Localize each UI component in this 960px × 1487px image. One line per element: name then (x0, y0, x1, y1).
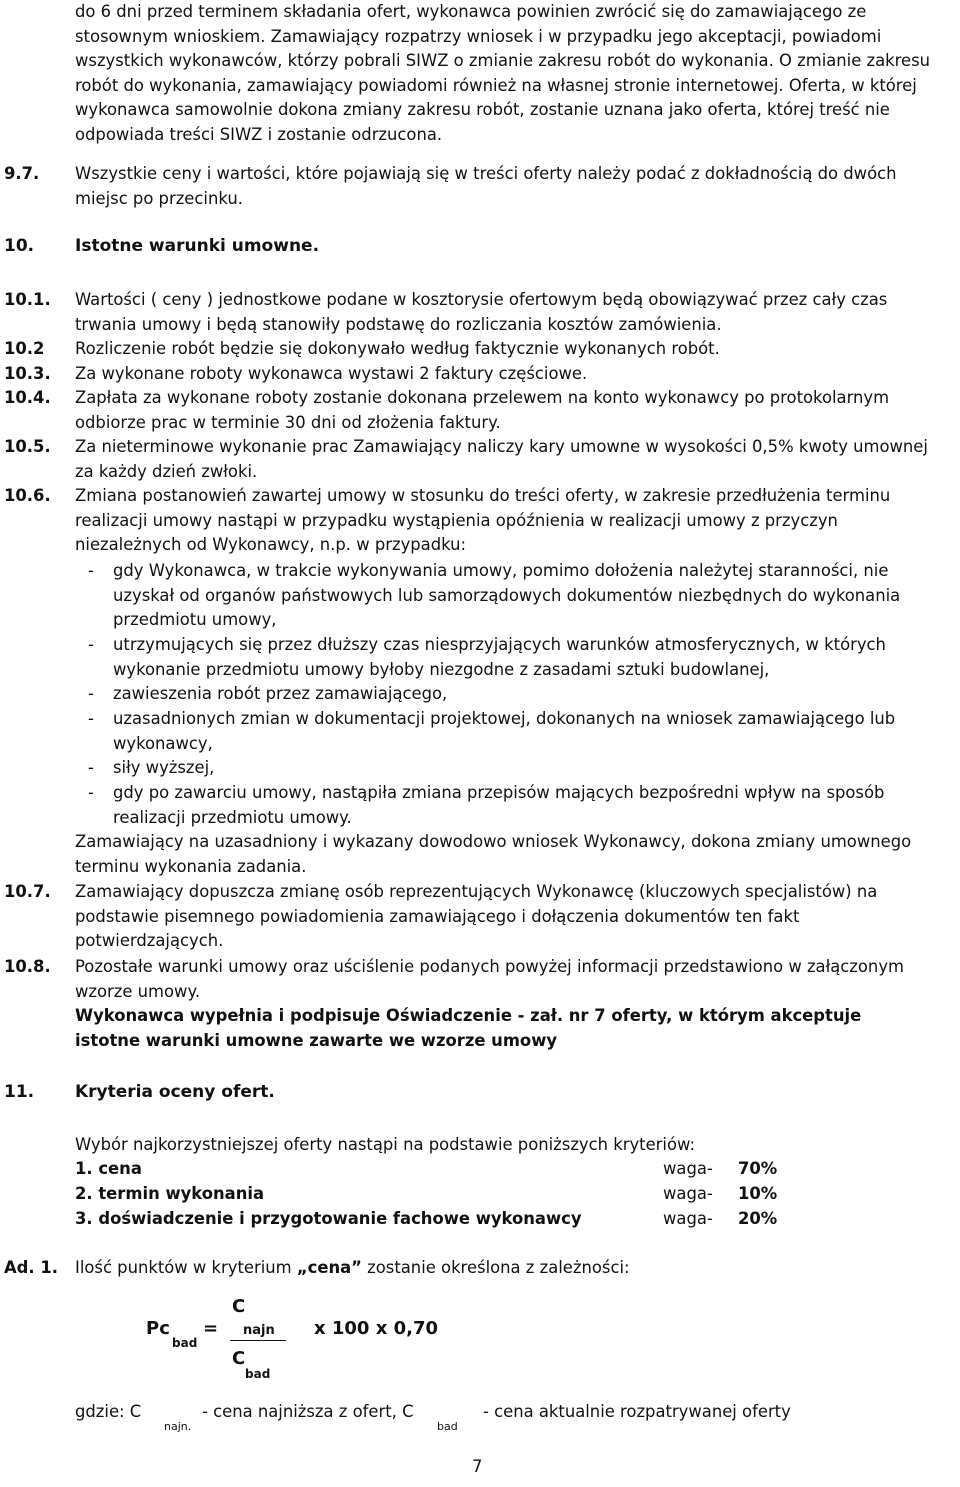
item-number-10-5: 10.5. (4, 437, 51, 456)
dash-marker: - (88, 783, 94, 802)
formula-numerator-subscript: najn (243, 1323, 275, 1338)
section-10-title: Istotne warunki umowne. (75, 236, 320, 256)
item-text-10-3: Za wykonane roboty wykonawca wystawi 2 faktury częściowe. (75, 364, 588, 383)
item-text-10-7: Zamawiający dopuszcza zmianę osób reprezentujących Wykonawcę (kluczowych specjalistów) na podstawie pisemnego powiadomienia zamawiającego i dołączenia dokumentów ten fakt potwierdzających. (75, 882, 878, 951)
ad1-keyword: „cena” (296, 1258, 362, 1277)
formula-pc: Pc (146, 1318, 170, 1339)
page-number: 7 (472, 1457, 483, 1476)
list-item (88, 707, 930, 756)
criterion-name: 2. termin wykonania (75, 1184, 265, 1203)
list-item-text: siły wyższej, (113, 758, 215, 777)
intro-paragraph: do 6 dni przed terminem składania ofert, wykonawca powinien zwrócić się do zamawiającego ze stosownym wnioskiem. Zamawiający rozpatrzy wniosek i w przypadku jego akceptacji, powiadomi wszystkich wykonawców, którzy pobrali SIWZ o zmianie zakresu robót do wykonania. O zmianie zakresu robót do wykonania, zamawiający powiadomi również na własnej stronie internetowej. Oferta, w której wykonawca samowolnie dokona zmiany zakresu robót, zostanie uznana jako oferta, której treść nie odpowiada treści SIWZ i zostanie odrzucona. (75, 2, 931, 144)
legend-najn-subscript: najn. (164, 1420, 192, 1433)
ad1-text-post: zostanie określona z zależności: (361, 1258, 630, 1277)
item-text-10-8: Pozostałe warunki umowy oraz uściślenie podanych powyżej informacji przedstawiono w załączonym wzorze umowy. (75, 957, 904, 1001)
formula-multiplier: x 100 x 0,70 (314, 1318, 439, 1339)
criterion-name: 3. doświadczenie i przygotowanie fachowe wykonawcy (75, 1209, 582, 1228)
list-item (88, 633, 930, 682)
criterion-weight-value: 10% (738, 1184, 778, 1203)
ad1-text-pre: Ilość punktów w kryterium (75, 1258, 297, 1277)
item-number-10-8: 10.8. (4, 957, 51, 976)
item-text-10-2: Rozliczenie robót będzie się dokonywało według faktycznie wykonanych robót. (75, 339, 720, 358)
criterion-weight-value: 70% (738, 1159, 778, 1178)
ad1-text (75, 1256, 947, 1281)
legend-end: - cena aktualnie rozpatrywanej oferty (483, 1402, 791, 1421)
item-number-10-3: 10.3. (4, 364, 51, 383)
formula-equals: = (203, 1318, 219, 1339)
item-number-10-2: 10.2 (4, 339, 45, 358)
list-item-text: zawieszenia robót przez zamawiającego, (113, 684, 448, 703)
dash-marker: - (88, 758, 94, 777)
bold-statement: Wykonawca wypełnia i podpisuje Oświadczenie - zał. nr 7 oferty, w którym akceptuje istotne warunki umowne zawarte we wzorze umowy (75, 1006, 862, 1050)
item-number-10-1: 10.1. (4, 290, 51, 309)
section-11-title: Kryteria oceny ofert. (75, 1082, 275, 1102)
dash-marker: - (88, 635, 94, 654)
item-number-10-7: 10.7. (4, 882, 51, 901)
dash-marker: - (88, 709, 94, 728)
criteria-intro: Wybór najkorzystniejszej oferty nastąpi na podstawie poniższych kryteriów: (75, 1135, 696, 1154)
formula-denominator-subscript: bad (245, 1367, 271, 1381)
item-text-10-4: Zapłata za wykonane roboty zostanie dokonana przelewem na konto wykonawcy po protokolarnym odbiorze prac w terminie 30 dni od złożenia faktury. (75, 388, 890, 432)
formula-numerator-c: C (232, 1296, 246, 1317)
item-text-10-1: Wartości ( ceny ) jednostkowe podane w kosztorysie ofertowym będą obowiązywać przez cały czas trwania umowy i będą stanowiły podstawę do rozliczania kosztów zamówienia. (75, 290, 888, 334)
formula-pc-subscript: bad (172, 1336, 198, 1350)
criterion-weight-label: waga- (663, 1159, 713, 1178)
item-number-10-4: 10.4. (4, 388, 51, 407)
list-item-text: gdy Wykonawca, w trakcie wykonywania umowy, pomimo dołożenia należytej staranności, nie uzyskał od organów państwowych lub samorządowych dokumentów niezbędnych do wykonania przedmiotu umowy, (113, 561, 901, 630)
section-11-number: 11. (4, 1082, 35, 1102)
dash-marker: - (88, 684, 94, 703)
list-item (88, 682, 930, 707)
ad1-number: Ad. 1. (4, 1258, 58, 1277)
legend-bad-subscript: bad (437, 1420, 458, 1433)
list-item-text: uzasadnionych zmian w dokumentacji projektowej, dokonanych na wniosek zamawiającego lub wykonawcy, (113, 709, 896, 753)
item-number-9-7: 9.7. (4, 164, 40, 183)
list-item (88, 756, 930, 781)
legend-mid: - cena najniższa z ofert, C (202, 1402, 414, 1421)
legend-gdzie: gdzie: C (75, 1402, 142, 1421)
dash-marker: - (88, 561, 94, 580)
criterion-weight-label: waga- (663, 1209, 713, 1228)
item-text-10-6: Zmiana postanowień zawartej umowy w stosunku do treści oferty, w zakresie przedłużenia terminu realizacji umowy nastąpi w przypadku wystąpienia opóźnienia w realizacji umowy z przyczyn niezależnych od Wykonawcy, n.p. w przypadku: (75, 486, 891, 555)
list-item-text: gdy po zawarciu umowy, nastąpiła zmiana przepisów mających bezpośredni wpływ na sposób realizacji przedmiotu umowy. (113, 783, 885, 827)
item-text-9-7: Wszystkie ceny i wartości, które pojawiają się w treści oferty należy podać z dokładnością do dwóch miejsc po przecinku. (75, 164, 897, 208)
section-10-number: 10. (4, 236, 35, 256)
formula-denominator-c: C (232, 1348, 246, 1369)
after-cases-paragraph: Zamawiający na uzasadniony i wykazany dowodowo wniosek Wykonawcy, dokona zmiany umownego terminu wykonania zadania. (75, 832, 912, 876)
fraction-bar (230, 1340, 286, 1341)
list-item-text: utrzymujących się przez dłuższy czas niesprzyjających warunków atmosferycznych, w których wykonanie przedmiotu umowy byłoby niezgodne z zasadami sztuki budowlanej, (113, 635, 886, 679)
criterion-name: 1. cena (75, 1159, 142, 1178)
list-item (88, 559, 930, 633)
item-text-10-5: Za nieterminowe wykonanie prac Zamawiający naliczy kary umowne w wysokości 0,5% kwoty umownej za każdy dzień zwłoki. (75, 437, 928, 481)
criterion-weight-label: waga- (663, 1184, 713, 1203)
list-item (88, 781, 930, 830)
criterion-weight-value: 20% (738, 1209, 778, 1228)
item-number-10-6: 10.6. (4, 486, 51, 505)
